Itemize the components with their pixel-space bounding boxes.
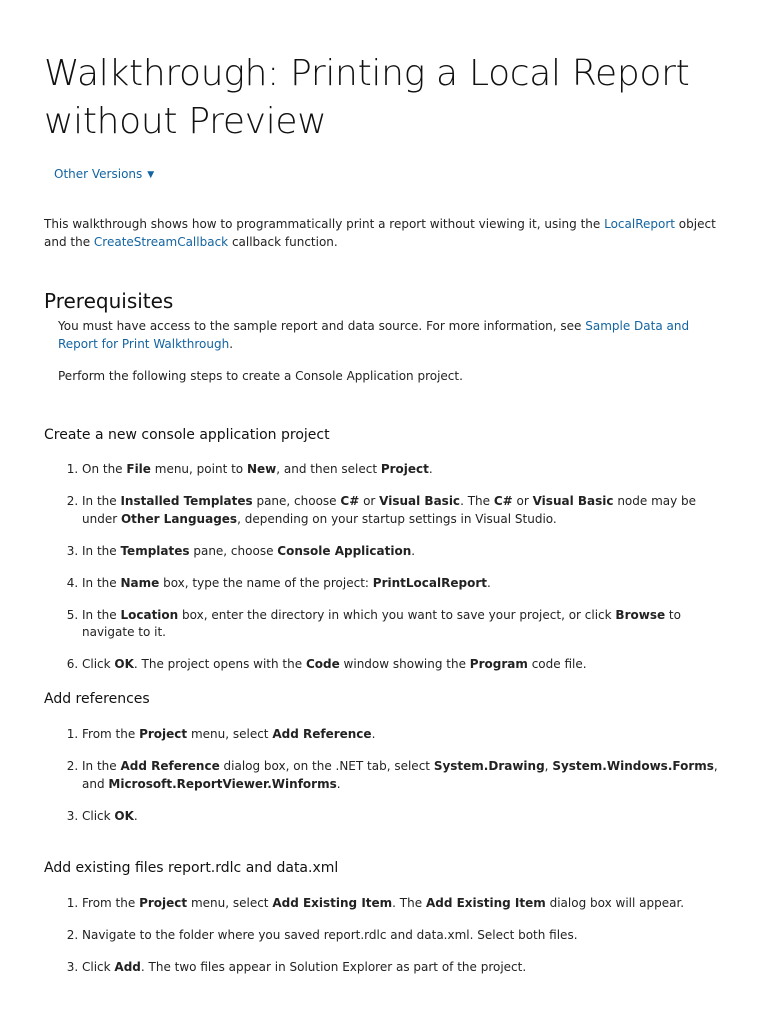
intro-text: object and the [44,217,716,249]
page-title: Walkthrough: Printing a Local Report without Preview [44,53,690,142]
list-item: 3. Click OK. [82,808,732,826]
list-item: 2. In the Installed Templates pane, choose C# or Visual Basic. The C# or Visual Basic node may be under Other Languages, depending on your startup settings in Visual Studio. [82,493,732,528]
prerequisites-steps-intro: Perform the following steps to create a Console Application project. [58,369,463,383]
sample-data-link[interactable]: Sample Data and Report for Print Walkthrough [58,319,690,351]
intro-text: This walkthrough shows how to programmatically print a report without viewing it, using the [44,217,605,231]
prereq-text: You must have access to the sample report and data source. For more information, see [58,319,586,333]
intro-paragraph [44,216,724,251]
prerequisites-heading: Prerequisites [44,289,174,313]
add-references-steps [44,726,732,825]
add-files-steps [44,895,732,977]
add-files-heading: Add existing files report.rdlc and data.xml [44,860,339,876]
list-item: 3. In the Templates pane, choose Console Application. [82,543,732,561]
prereq-text: . [229,336,234,351]
list-item: 5. In the Location box, enter the directory in which you want to save your project, or click Browse to navigate to it. [82,607,732,642]
list-item: 6. Click OK. The project opens with the Code window showing the Program code file. [82,656,732,674]
add-references-heading: Add references [44,691,150,707]
list-item: 3. Click Add. The two files appear in Solution Explorer as part of the project. [82,959,732,977]
list-item: 1. From the Project menu, select Add Reference. [82,726,732,744]
list-item: 1. From the Project menu, select Add Existing Item. The Add Existing Item dialog box will appear. [82,895,732,913]
list-item: 4. In the Name box, type the name of the project: PrintLocalReport. [82,575,732,593]
list-item: 1. On the File menu, point to New, and then select Project. [82,461,732,479]
other-versions-label: Other Versions [54,167,143,181]
other-versions-dropdown[interactable] [54,166,154,183]
list-item: 2. Navigate to the folder where you saved report.rdlc and data.xml. Select both files. [82,927,732,945]
prerequisites-paragraph [58,318,728,353]
createstreamcallback-link[interactable]: CreateStreamCallback [93,234,229,249]
create-project-heading: Create a new console application project [44,427,330,443]
intro-text: callback function. [228,234,338,249]
list-item: 2. In the Add Reference dialog box, on the .NET tab, select System.Drawing, System.Windows.Forms, and Microsoft.ReportViewer.Winforms. [82,758,732,793]
caret-down-icon: ▼ [147,170,155,180]
localreport-link[interactable]: LocalReport [604,217,675,231]
create-project-steps [44,461,732,674]
